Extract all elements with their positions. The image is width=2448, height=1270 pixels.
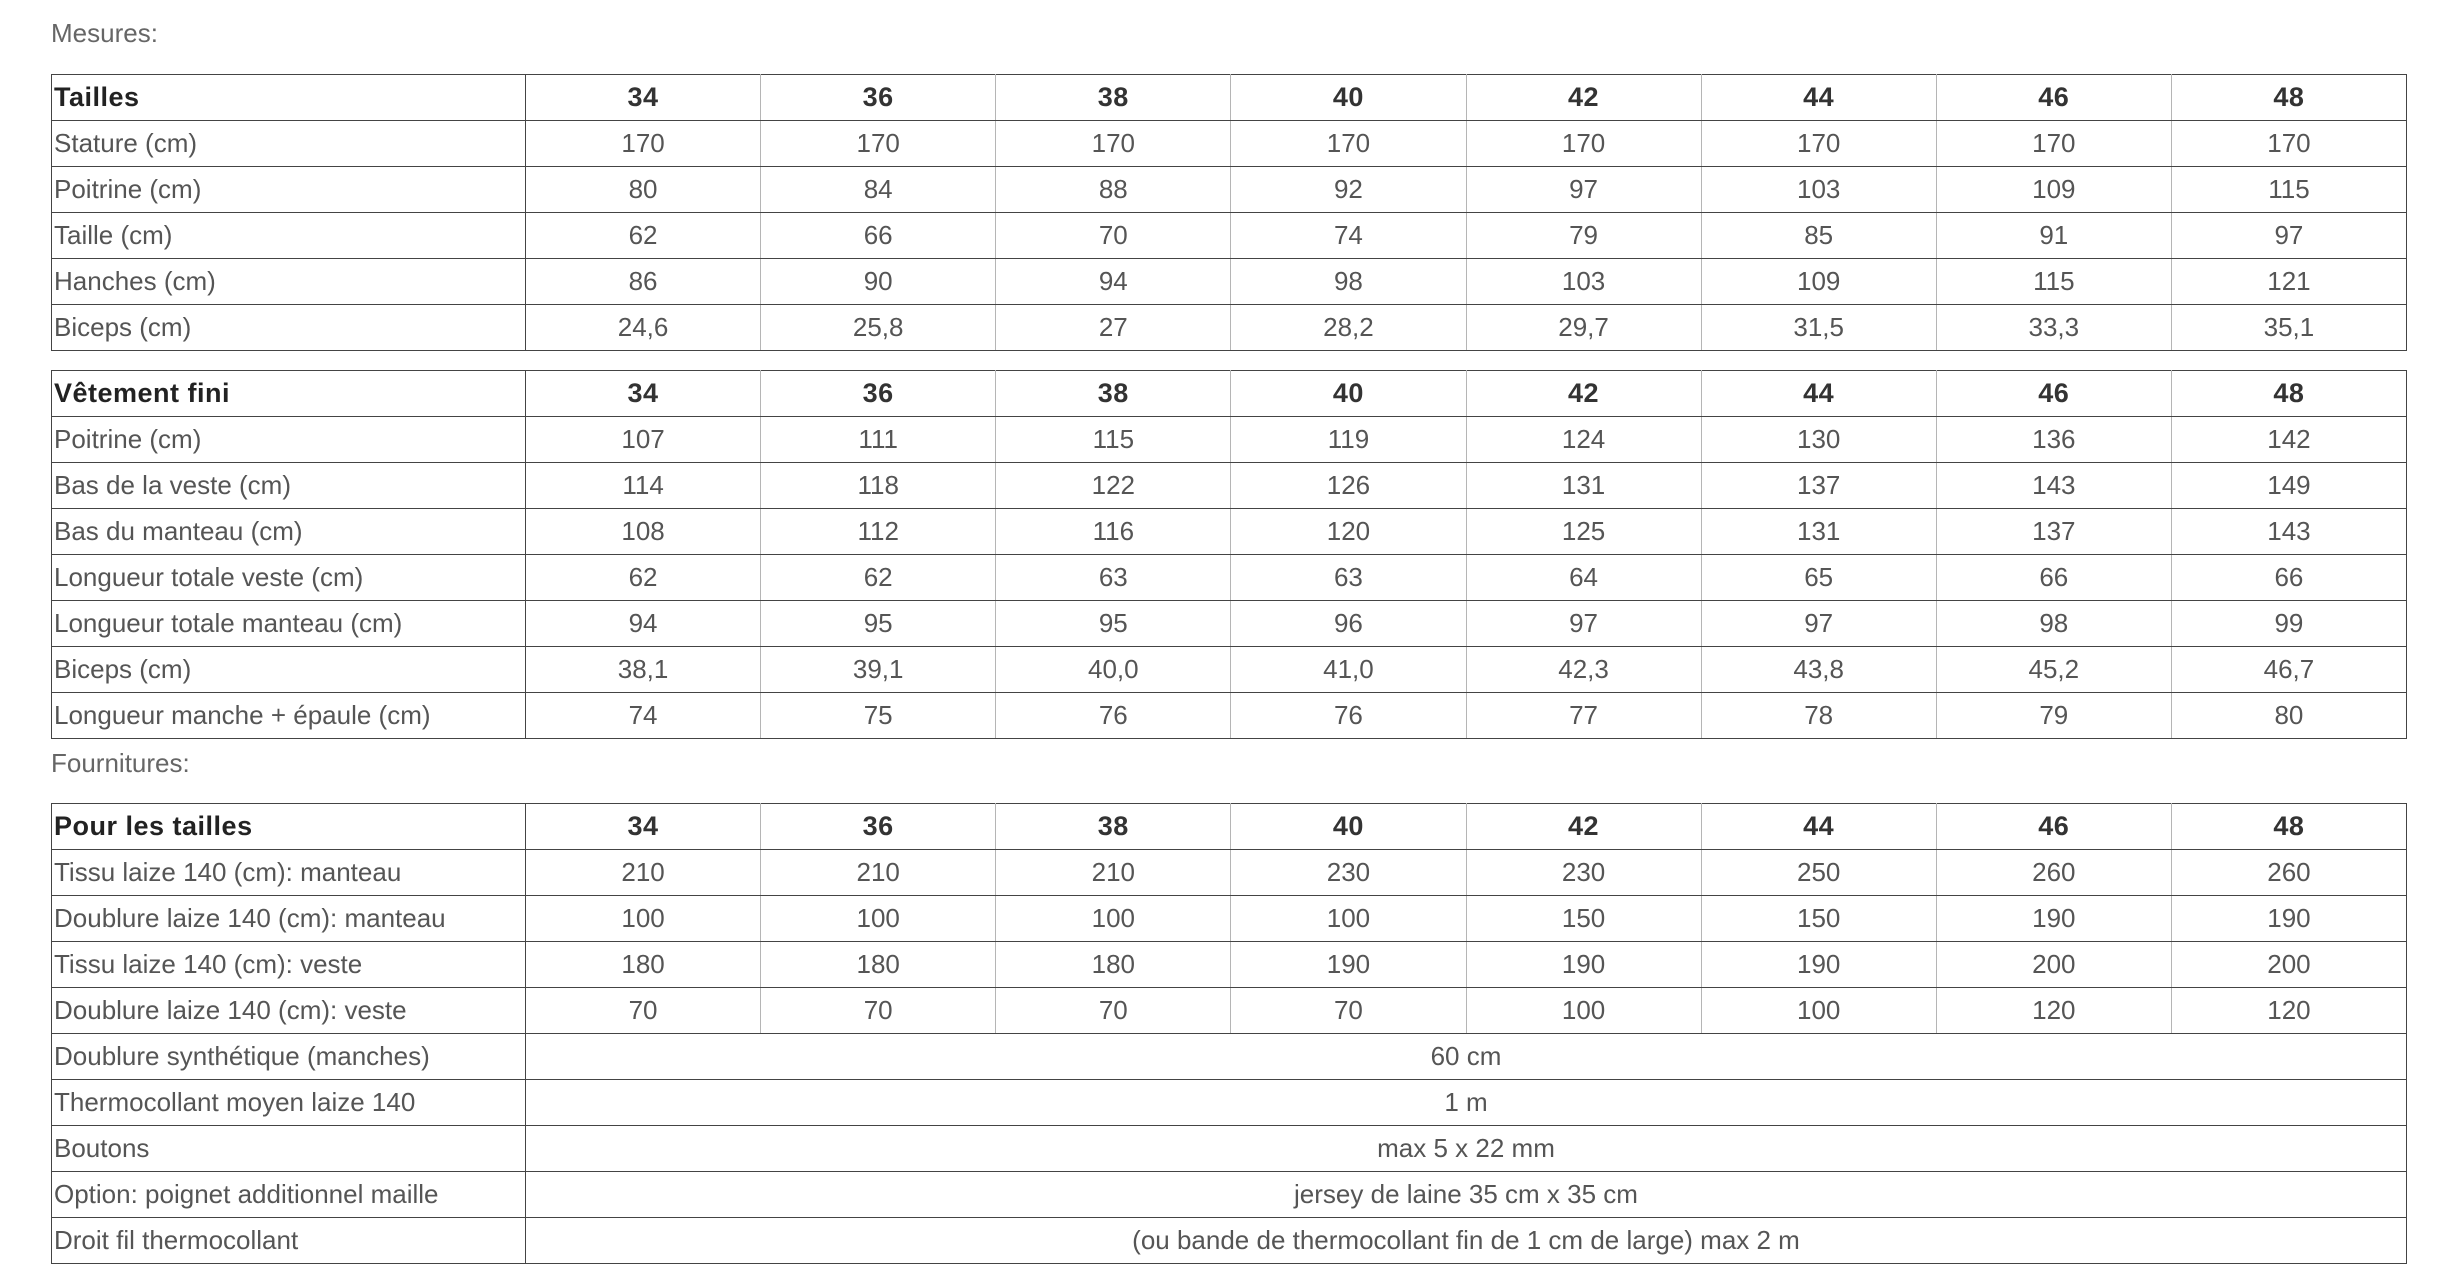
spanned-cell: (ou bande de thermocollant fin de 1 cm de large) max 2 m <box>526 1218 2407 1264</box>
table-cell: 112 <box>761 509 996 555</box>
table-cell: 111 <box>761 417 996 463</box>
table-cell: 98 <box>1231 259 1466 305</box>
size-header: 48 <box>2171 75 2406 121</box>
size-header: 40 <box>1231 804 1466 850</box>
table-cell: 100 <box>526 896 761 942</box>
table-cell: 70 <box>1231 988 1466 1034</box>
header-label: Vêtement fini <box>52 371 526 417</box>
table-cell: 74 <box>1231 213 1466 259</box>
table-cell: 170 <box>761 121 996 167</box>
table-row <box>52 121 2407 167</box>
table-cell: 85 <box>1701 213 1936 259</box>
table-cell: 92 <box>1231 167 1466 213</box>
table-cell: 66 <box>1936 555 2171 601</box>
table-cell: 210 <box>761 850 996 896</box>
table-cell: 114 <box>526 463 761 509</box>
row-label: Longueur totale manteau (cm) <box>52 601 526 647</box>
row-label: Tissu laize 140 (cm): veste <box>52 942 526 988</box>
table-cell: 100 <box>761 896 996 942</box>
table-cell: 115 <box>996 417 1231 463</box>
header-label: Pour les tailles <box>52 804 526 850</box>
table-cell: 96 <box>1231 601 1466 647</box>
size-header: 46 <box>1936 75 2171 121</box>
header-row <box>52 804 2407 850</box>
size-header: 38 <box>996 804 1231 850</box>
table-cell: 137 <box>1701 463 1936 509</box>
table-cell: 190 <box>2171 896 2406 942</box>
size-header: 42 <box>1466 804 1701 850</box>
table-row <box>52 555 2407 601</box>
row-label: Doublure synthétique (manches) <box>52 1034 526 1080</box>
size-header: 48 <box>2171 371 2406 417</box>
mesures-title: Mesures: <box>51 18 158 48</box>
table-cell: 170 <box>1936 121 2171 167</box>
table-cell: 77 <box>1466 693 1701 739</box>
table-cell: 74 <box>526 693 761 739</box>
table-row <box>52 942 2407 988</box>
size-header: 44 <box>1701 371 1936 417</box>
table-cell: 63 <box>1231 555 1466 601</box>
table-cell: 200 <box>2171 942 2406 988</box>
size-header: 48 <box>2171 804 2406 850</box>
table-cell: 70 <box>996 988 1231 1034</box>
table-cell: 70 <box>996 213 1231 259</box>
size-header: 38 <box>996 371 1231 417</box>
table-cell: 66 <box>761 213 996 259</box>
table-cell: 230 <box>1466 850 1701 896</box>
row-label: Tissu laize 140 (cm): manteau <box>52 850 526 896</box>
table-row <box>52 647 2407 693</box>
table-row <box>52 305 2407 351</box>
table-cell: 131 <box>1466 463 1701 509</box>
table-cell: 180 <box>996 942 1231 988</box>
table-cell: 70 <box>761 988 996 1034</box>
table-cell: 125 <box>1466 509 1701 555</box>
table-cell: 210 <box>526 850 761 896</box>
table-cell: 76 <box>1231 693 1466 739</box>
table-cell: 100 <box>1701 988 1936 1034</box>
table-cell: 64 <box>1466 555 1701 601</box>
table-cell: 107 <box>526 417 761 463</box>
table-cell: 65 <box>1701 555 1936 601</box>
table-cell: 90 <box>761 259 996 305</box>
table-cell: 230 <box>1231 850 1466 896</box>
table-cell: 142 <box>2171 417 2406 463</box>
table-cell: 79 <box>1936 693 2171 739</box>
table-cell: 80 <box>2171 693 2406 739</box>
table-cell: 24,6 <box>526 305 761 351</box>
table-cell: 91 <box>1936 213 2171 259</box>
table-cell: 143 <box>1936 463 2171 509</box>
fournitures-title: Fournitures: <box>51 748 190 778</box>
table-cell: 137 <box>1936 509 2171 555</box>
size-header: 44 <box>1701 75 1936 121</box>
table-cell: 84 <box>761 167 996 213</box>
table-cell: 190 <box>1466 942 1701 988</box>
table-cell: 62 <box>526 213 761 259</box>
row-label: Biceps (cm) <box>52 647 526 693</box>
spanned-cell: jersey de laine 35 cm x 35 cm <box>526 1172 2407 1218</box>
row-label: Doublure laize 140 (cm): veste <box>52 988 526 1034</box>
table-cell: 97 <box>1466 601 1701 647</box>
table-cell: 80 <box>526 167 761 213</box>
table-cell: 38,1 <box>526 647 761 693</box>
table-cell: 150 <box>1701 896 1936 942</box>
table-row <box>52 259 2407 305</box>
table-cell: 29,7 <box>1466 305 1701 351</box>
size-header: 36 <box>761 804 996 850</box>
header-row <box>52 371 2407 417</box>
table-cell: 35,1 <box>2171 305 2406 351</box>
size-header: 34 <box>526 371 761 417</box>
table-cell: 79 <box>1466 213 1701 259</box>
table-row <box>52 167 2407 213</box>
table-cell: 190 <box>1936 896 2171 942</box>
row-label: Droit fil thermocollant <box>52 1218 526 1264</box>
table-row <box>52 1172 2407 1218</box>
table-cell: 39,1 <box>761 647 996 693</box>
table-cell: 62 <box>526 555 761 601</box>
table-row <box>52 988 2407 1034</box>
table-cell: 118 <box>761 463 996 509</box>
table-cell: 103 <box>1701 167 1936 213</box>
table-cell: 31,5 <box>1701 305 1936 351</box>
table-cell: 25,8 <box>761 305 996 351</box>
row-label: Longueur manche + épaule (cm) <box>52 693 526 739</box>
table-cell: 170 <box>1701 121 1936 167</box>
table-cell: 42,3 <box>1466 647 1701 693</box>
row-label: Bas du manteau (cm) <box>52 509 526 555</box>
row-label: Boutons <box>52 1126 526 1172</box>
size-header: 36 <box>761 75 996 121</box>
table-cell: 250 <box>1701 850 1936 896</box>
table-cell: 99 <box>2171 601 2406 647</box>
table-cell: 260 <box>1936 850 2171 896</box>
table-cell: 170 <box>996 121 1231 167</box>
table-cell: 78 <box>1701 693 1936 739</box>
row-label: Thermocollant moyen laize 140 <box>52 1080 526 1126</box>
table-cell: 86 <box>526 259 761 305</box>
row-label: Doublure laize 140 (cm): manteau <box>52 896 526 942</box>
row-label: Poitrine (cm) <box>52 167 526 213</box>
header-row <box>52 75 2407 121</box>
size-header: 46 <box>1936 804 2171 850</box>
spanned-cell: max 5 x 22 mm <box>526 1126 2407 1172</box>
table-cell: 190 <box>1701 942 1936 988</box>
table-cell: 97 <box>2171 213 2406 259</box>
table-cell: 131 <box>1701 509 1936 555</box>
table-cell: 119 <box>1231 417 1466 463</box>
table-cell: 41,0 <box>1231 647 1466 693</box>
table-cell: 88 <box>996 167 1231 213</box>
table-cell: 63 <box>996 555 1231 601</box>
table-cell: 95 <box>996 601 1231 647</box>
row-label: Stature (cm) <box>52 121 526 167</box>
table-cell: 108 <box>526 509 761 555</box>
size-header: 40 <box>1231 371 1466 417</box>
table-row <box>52 1218 2407 1264</box>
size-header: 42 <box>1466 75 1701 121</box>
table-cell: 94 <box>996 259 1231 305</box>
table-cell: 124 <box>1466 417 1701 463</box>
table-cell: 200 <box>1936 942 2171 988</box>
table-cell: 109 <box>1936 167 2171 213</box>
row-label: Taille (cm) <box>52 213 526 259</box>
table-cell: 170 <box>526 121 761 167</box>
table-cell: 130 <box>1701 417 1936 463</box>
table-cell: 170 <box>1466 121 1701 167</box>
table-cell: 94 <box>526 601 761 647</box>
table-cell: 33,3 <box>1936 305 2171 351</box>
table-cell: 100 <box>1231 896 1466 942</box>
table-cell: 97 <box>1466 167 1701 213</box>
table-cell: 170 <box>2171 121 2406 167</box>
row-label: Poitrine (cm) <box>52 417 526 463</box>
table-row <box>52 1080 2407 1126</box>
size-header: 38 <box>996 75 1231 121</box>
table-cell: 122 <box>996 463 1231 509</box>
table-cell: 180 <box>526 942 761 988</box>
row-label: Biceps (cm) <box>52 305 526 351</box>
row-label: Longueur totale veste (cm) <box>52 555 526 601</box>
table-cell: 46,7 <box>2171 647 2406 693</box>
table-cell: 170 <box>1231 121 1466 167</box>
table-cell: 28,2 <box>1231 305 1466 351</box>
table-cell: 121 <box>2171 259 2406 305</box>
table-cell: 143 <box>2171 509 2406 555</box>
table-row <box>52 896 2407 942</box>
row-label: Hanches (cm) <box>52 259 526 305</box>
size-header: 34 <box>526 804 761 850</box>
table-cell: 120 <box>1936 988 2171 1034</box>
size-header: 46 <box>1936 371 2171 417</box>
row-label: Bas de la veste (cm) <box>52 463 526 509</box>
table-cell: 43,8 <box>1701 647 1936 693</box>
size-header: 42 <box>1466 371 1701 417</box>
table-cell: 66 <box>2171 555 2406 601</box>
table-cell: 62 <box>761 555 996 601</box>
table-row <box>52 509 2407 555</box>
table-cell: 97 <box>1701 601 1936 647</box>
table-cell: 210 <box>996 850 1231 896</box>
size-header: 44 <box>1701 804 1936 850</box>
table-cell: 116 <box>996 509 1231 555</box>
table-cell: 100 <box>1466 988 1701 1034</box>
table-cell: 136 <box>1936 417 2171 463</box>
table-cell: 70 <box>526 988 761 1034</box>
table-cell: 103 <box>1466 259 1701 305</box>
table-cell: 115 <box>1936 259 2171 305</box>
table-row <box>52 213 2407 259</box>
size-header: 40 <box>1231 75 1466 121</box>
table-row <box>52 850 2407 896</box>
row-label: Option: poignet additionnel maille <box>52 1172 526 1218</box>
supplies-table <box>51 803 2407 1264</box>
table-cell: 75 <box>761 693 996 739</box>
table-cell: 149 <box>2171 463 2406 509</box>
table-cell: 45,2 <box>1936 647 2171 693</box>
body-measurements-table <box>51 74 2407 351</box>
table-row <box>52 693 2407 739</box>
table-cell: 109 <box>1701 259 1936 305</box>
table-cell: 98 <box>1936 601 2171 647</box>
table-cell: 180 <box>761 942 996 988</box>
table-row <box>52 1126 2407 1172</box>
table-cell: 120 <box>2171 988 2406 1034</box>
size-header: 34 <box>526 75 761 121</box>
table-cell: 260 <box>2171 850 2406 896</box>
spanned-cell: 1 m <box>526 1080 2407 1126</box>
table-cell: 126 <box>1231 463 1466 509</box>
finished-garment-table <box>51 370 2407 739</box>
header-label: Tailles <box>52 75 526 121</box>
table-row <box>52 1034 2407 1080</box>
table-cell: 100 <box>996 896 1231 942</box>
table-cell: 120 <box>1231 509 1466 555</box>
table-row <box>52 601 2407 647</box>
table-cell: 27 <box>996 305 1231 351</box>
table-cell: 150 <box>1466 896 1701 942</box>
spanned-cell: 60 cm <box>526 1034 2407 1080</box>
size-header: 36 <box>761 371 996 417</box>
table-cell: 95 <box>761 601 996 647</box>
table-cell: 76 <box>996 693 1231 739</box>
table-cell: 40,0 <box>996 647 1231 693</box>
table-cell: 115 <box>2171 167 2406 213</box>
table-row <box>52 417 2407 463</box>
table-cell: 190 <box>1231 942 1466 988</box>
table-row <box>52 463 2407 509</box>
